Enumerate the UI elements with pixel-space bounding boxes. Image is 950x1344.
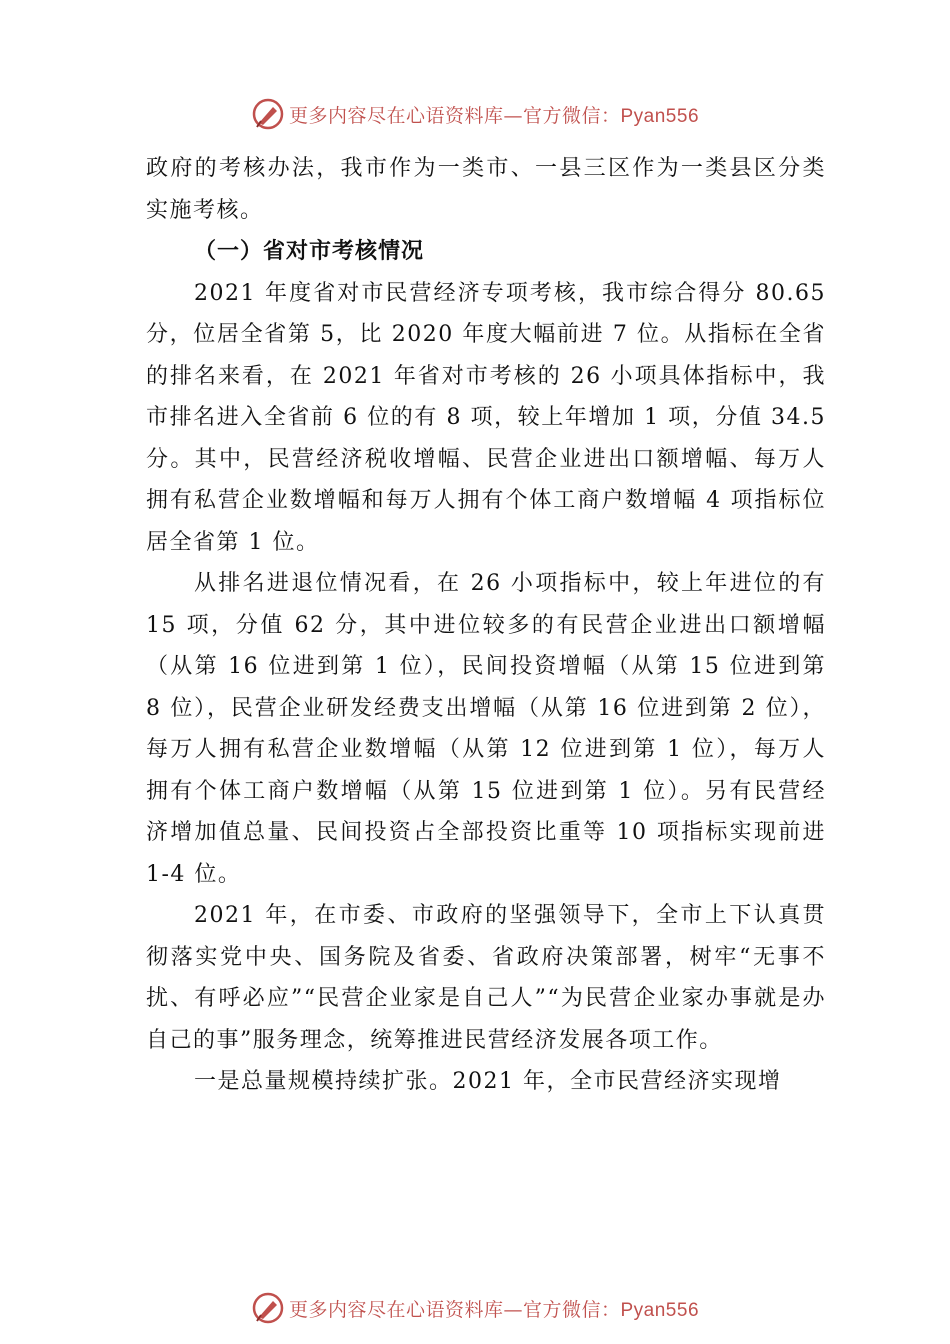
header-banner-text (289, 101, 699, 128)
paragraph: 从排名进退位情况看，在 26 小项指标中，较上年进位的有 15 项，分值 62 分，其中进位较多的有民营企业进出口额增幅（从第 16 位进到第 1 位），民间投资增幅（从第 15 位进到第 8 位），民营企业研发经费支出增幅（从第 16 位进到第 2 位），每万人拥有私营企业数增幅（从第 12 位进到第 1 位），每万人拥有个体工商户数增幅（从第 15 位进到第 1 位）。另有民营经济增加值总量、民间投资占全部投资比重等 10 项指标实现前进 1-4 位。 (146, 571, 826, 887)
header-wechat-label: 官方微信： (522, 104, 621, 127)
paragraph: 2021 年度省对市民营经济专项考核，我市综合得分 80.65 分，位居全省第 5，比 2020 年度大幅前进 7 位。从指标在全省的排名来看，在 2021 年省对市考核的 26 小项具体指标中，我市排名进入全省前 6 位的有 8 项，较上年增加 1 项，分值 34.5 分。其中，民营经济税收增幅、民营企业进出口额增幅、每万人拥有私营企业数增幅和每万人拥有个体工商户数增幅 4 项指标位居全省第 1 位。 (146, 280, 826, 555)
pen-seal-icon (251, 97, 285, 131)
paragraph: 2021 年，在市委、市政府的坚强领导下，全市上下认真贯彻落实党中央、国务院及省委、省政府决策部署，树牢“无事不扰、有呼必应”“民营企业家是自己人”“为民营企业家办事就是办自己的事”服务理念，统筹推进民营经济发展各项工作。 (146, 903, 826, 1053)
paragraph-continued: 政府的考核办法，我市作为一类市、一县三区作为一类县区分类实施考核。 (146, 156, 826, 223)
footer-banner-text (289, 1295, 699, 1322)
header-site-name: 更多内容尽在心语资料库 (288, 104, 504, 127)
footer-site-name: 更多内容尽在心语资料库 (288, 1298, 504, 1321)
section-heading: （一）省对市考核情况 (194, 239, 425, 264)
footer-banner (0, 1288, 950, 1328)
paragraph: 一是总量规模持续扩张。2021 年，全市民营经济实现增 (194, 1069, 782, 1094)
pen-seal-icon (251, 1291, 285, 1325)
document-body (146, 148, 826, 1103)
header-banner (0, 94, 950, 134)
footer-wechat-id: Pyan556 (620, 1299, 700, 1321)
footer-wechat-label: 官方微信： (522, 1298, 621, 1321)
header-wechat-id: Pyan556 (620, 105, 700, 127)
header-separator: — (503, 104, 523, 127)
footer-separator: — (503, 1298, 523, 1321)
